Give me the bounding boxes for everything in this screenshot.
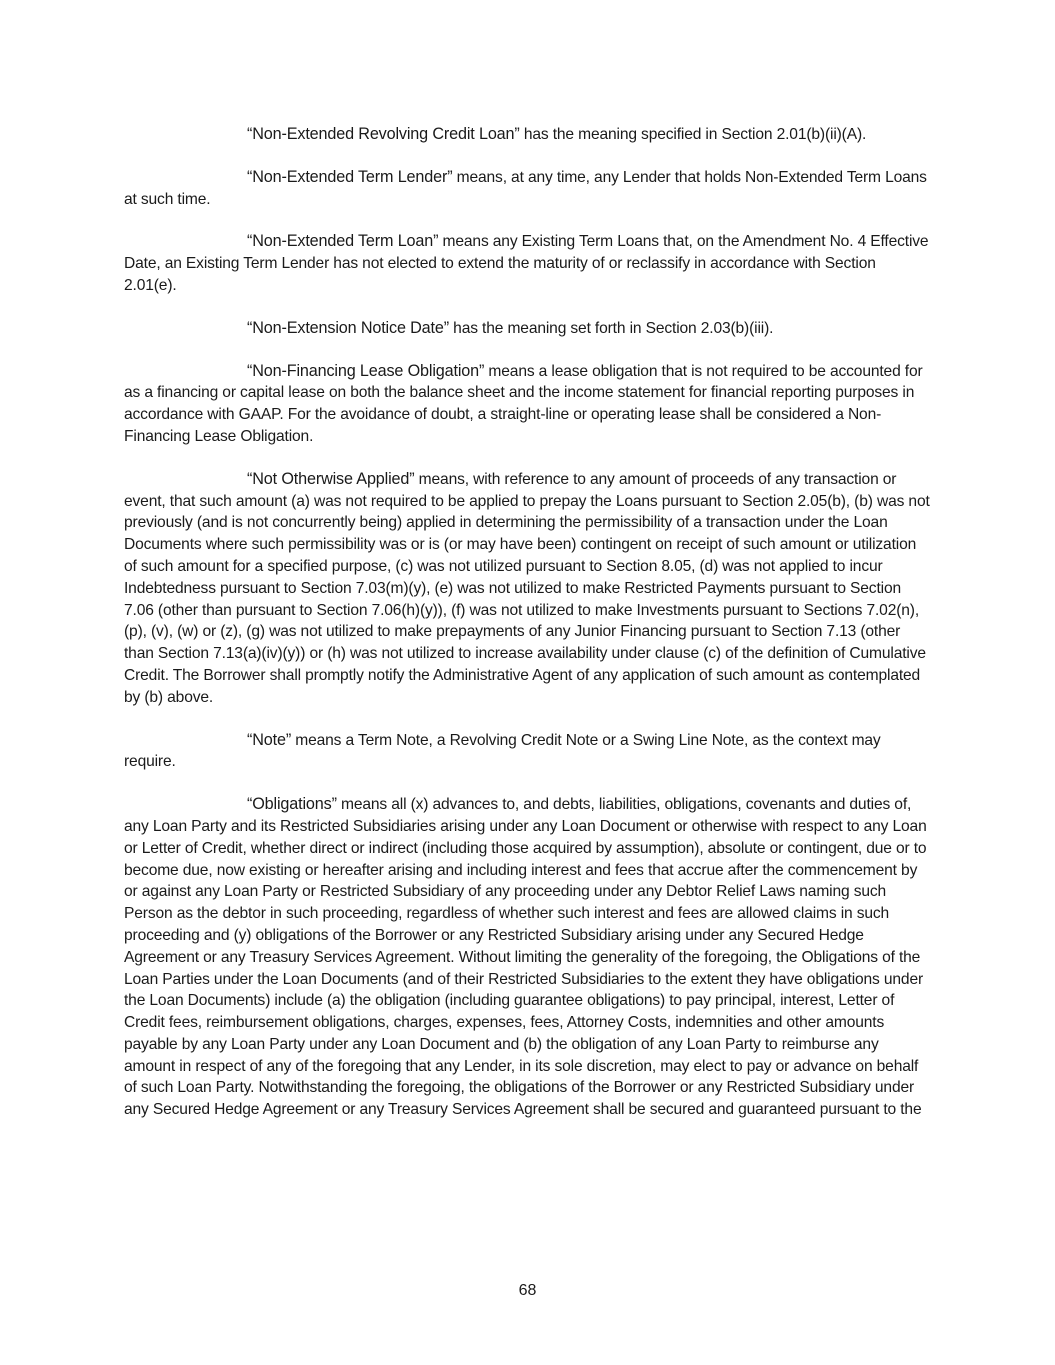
definition-text: means any Existing Term Loans that, on the Amendment No. 4 Effective Date, an Existing Term Lender has not elected to extend the maturity of or reclassify in accordance with Section 2.01(e). — [124, 233, 929, 294]
definition-text: means, with reference to any amount of proceeds of any transaction or event, that such amount (a) was not required to be applied to prepay the Loans pursuant to Section 2.05(b), (b) was not previously (and is not concurrently being) applied in determining the permissibility of a transaction under the Loan Documents where such permissibility was or is (or may have been) contingent on receipt of such amount or utilization of such amount for a specified purpose, (c) was not utilized pursuant to Section 8.05, (d) was not applied to incur Indebtedness pursuant to Section 7.03(m)(y), (e) was not utilized to make Restricted Payments pursuant to Section 7.06 (other than pursuant to Section 7.06(h)(y)), (f) was not utilized to make Investments pursuant to Sections 7.02(n), (p), (v), (w) or (z), (g) was not utilized to make prepayments of any Junior Financing pursuant to Section 7.13 (other than Section 7.13(a)(iv)(y)) or (h) was not utilized to increase availability under clause (c) of the definition of Cumulative Credit. The Borrower shall promptly notify the Administrative Agent of any application of such amount as contemplated by (b) above. — [124, 470, 930, 706]
definition-note — [124, 730, 930, 774]
definition-obligations — [124, 794, 930, 1121]
definition-text: means a lease obligation that is not required to be accounted for as a financing or capital lease on both the balance sheet and the income statement for financial reporting purposes in accordance with GAAP. For the avoidance of doubt, a straight-line or operating lease shall be considered a Non-Financing Lease Obligation. — [124, 362, 923, 445]
defined-term: “Note” — [247, 730, 292, 749]
definition-text: means a Term Note, a Revolving Credit Note or a Swing Line Note, as the context may require. — [124, 731, 881, 771]
definition-text: has the meaning specified in Section 2.01(b)(ii)(A). — [519, 126, 867, 143]
definition-text: means, at any time, any Lender that holds Non-Extended Term Loans at such time. — [124, 168, 927, 208]
definition-non-extended-revolving-credit-loan — [124, 124, 930, 146]
definition-not-otherwise-applied — [124, 469, 930, 709]
page-number: 68 — [518, 1282, 537, 1299]
defined-term: “Non-Extended Term Lender” — [247, 167, 453, 186]
definition-non-extended-term-lender — [124, 167, 930, 211]
definition-text: means all (x) advances to, and debts, liabilities, obligations, covenants and duties of, any Loan Party and its Restricted Subsidiaries arising under any Loan Document or otherwise with respect to any Loan or Letter of Credit, whether direct or indirect (including those acquired by assumption), absolute or contingent, due or to become due, now existing or hereafter arising and including interest and fees that accrue after the commencement by or against any Loan Party or Restricted Subsidiary of any proceeding under any Debtor Relief Laws naming such Person as the debtor in such proceeding, regardless of whether such interest and fees are allowed claims in such proceeding and (y) obligations of the Borrower or any Restricted Subsidiary arising under any Secured Hedge Agreement or any Treasury Services Agreement. Without limiting the generality of the foregoing, the Obligations of the Loan Parties under the Loan Documents (and of their Restricted Subsidiaries to the extent they have obligations under the Loan Documents) include (a) the obligation (including guarantee obligations) to pay principal, interest, Letter of Credit fees, reimbursement obligations, charges, expenses, fees, Attorney Costs, indemnities and other amounts payable by any Loan Party under any Loan Document and (b) the obligation of any Loan Party to reimburse any amount in respect of any of the foregoing that any Lender, in its sole discretion, may elect to pay or advance on behalf of such Loan Party. Notwithstanding the foregoing, the obligations of the Borrower or any Restricted Subsidiary under any Secured Hedge Agreement or any Treasury Services Agreement shall be secured and guaranteed pursuant to the — [124, 796, 927, 1119]
definition-non-financing-lease-obligation — [124, 361, 930, 448]
definition-non-extended-term-loan — [124, 231, 930, 296]
defined-term: “Obligations” — [247, 795, 337, 814]
definition-non-extension-notice-date — [124, 318, 930, 340]
defined-term: “Non-Extended Revolving Credit Loan” — [247, 125, 520, 143]
page-body — [124, 124, 930, 1142]
definition-text: has the meaning set forth in Section 2.03(b)(iii). — [448, 319, 774, 337]
defined-term: “Non-Financing Lease Obligation” — [247, 361, 485, 380]
defined-term: “Non-Extended Term Loan” — [247, 232, 439, 251]
defined-term: “Non-Extension Notice Date” — [247, 318, 449, 337]
defined-term: “Not Otherwise Applied” — [247, 469, 415, 488]
